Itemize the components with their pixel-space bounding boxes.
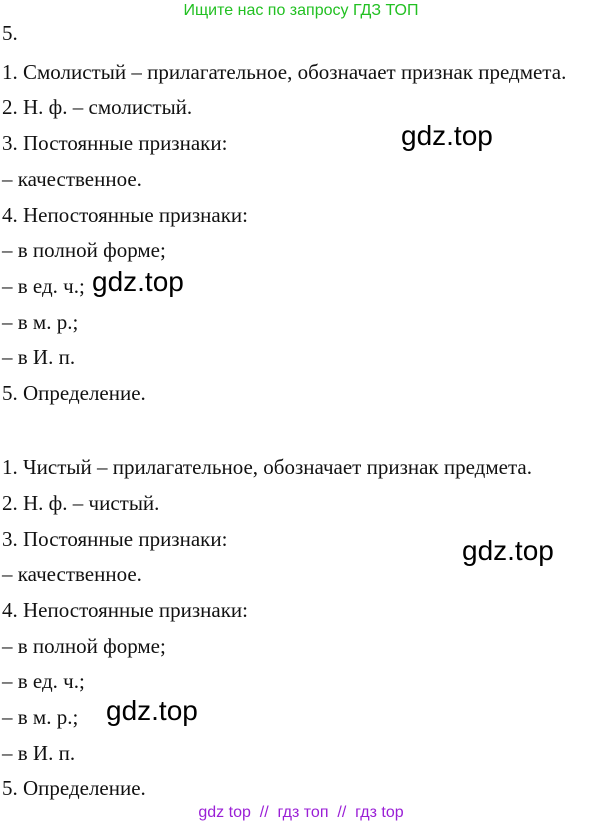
promo-header: Ищите нас по запросу ГДЗ ТОП (183, 2, 419, 19)
s2-line-6: – в полной форме; (2, 634, 166, 658)
s1-line-4: – качественное. (2, 167, 142, 191)
watermark-2: gdz.top (92, 266, 184, 297)
s2-line-3: 3. Постоянные признаки: (2, 527, 228, 551)
promo-footer: gdz top // гдз топ // гдз top (198, 804, 404, 821)
s1-line-8: – в м. р.; (2, 310, 79, 334)
s2-line-2: 2. Н. ф. – чистый. (2, 491, 160, 515)
watermark-4: gdz.top (106, 695, 198, 726)
s2-line-7: – в ед. ч.; (2, 669, 85, 693)
s1-line-6: – в полной форме; (2, 238, 166, 262)
watermark-3: gdz.top (462, 535, 554, 566)
s1-line-1: 1. Смолистый – прилагательное, обозначает признак предмета. (2, 60, 567, 84)
watermark-1: gdz.top (401, 120, 493, 151)
s1-line-5: 4. Непостоянные признаки: (2, 203, 248, 227)
s1-line-2: 2. Н. ф. – смолистый. (2, 95, 193, 119)
s2-line-9: – в И. п. (2, 741, 76, 765)
s1-line-9: – в И. п. (2, 345, 76, 369)
task-number: 5. (2, 21, 18, 45)
s2-line-4: – качественное. (2, 562, 142, 586)
s1-line-10: 5. Определение. (2, 381, 146, 405)
s2-line-1: 1. Чистый – прилагательное, обозначает признак предмета. (2, 455, 532, 479)
s2-line-8: – в м. р.; (2, 705, 79, 729)
s1-line-7: – в ед. ч.; (2, 274, 85, 298)
s2-line-10: 5. Определение. (2, 776, 146, 800)
s1-line-3: 3. Постоянные признаки: (2, 131, 228, 155)
s2-line-5: 4. Непостоянные признаки: (2, 598, 248, 622)
